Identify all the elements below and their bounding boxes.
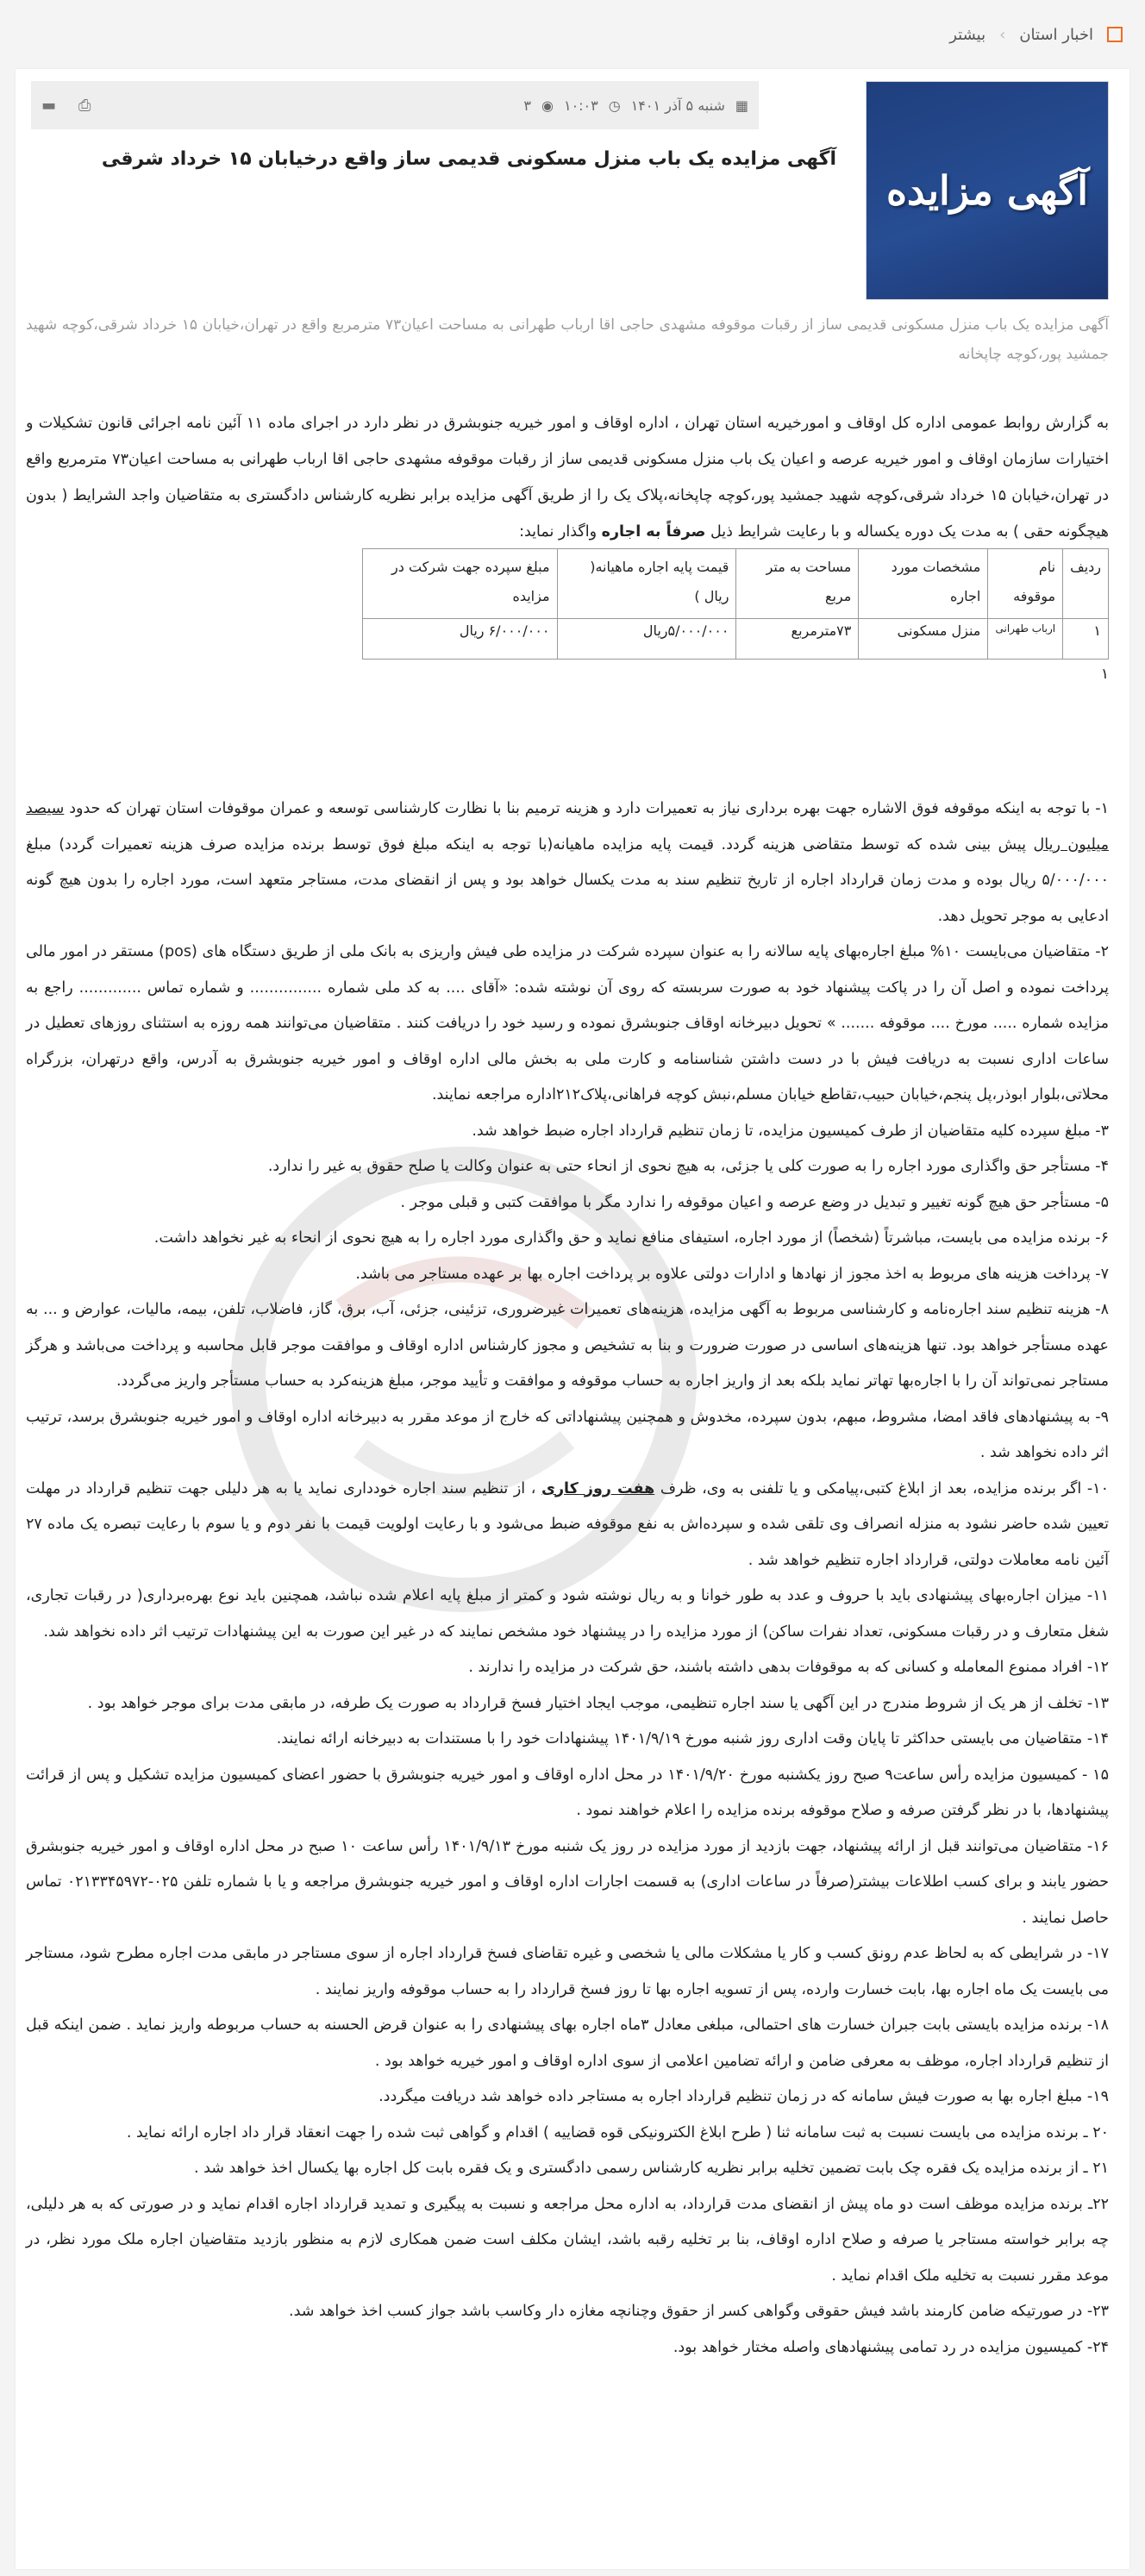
section-square-icon — [1107, 27, 1123, 42]
condition-item — [26, 1650, 1109, 1686]
condition-item — [26, 1292, 1109, 1400]
condition-text: ۱۴- متقاضیان می بایستی حداکثر تا پایان وقت اداری روز شنبه مورخ ۱۴۰۱/۹/۱۹ پیشنهادات خود را با مستندات به دبیرخانه ارائه نمایند. — [276, 1730, 1109, 1748]
condition-item — [26, 1257, 1109, 1293]
condition-item — [26, 1114, 1109, 1150]
th-deposit: مبلغ سپرده جهت شرکت در مزایده — [363, 549, 558, 619]
condition-text: ۲۱ ـ از برنده مزایده یک فقره چک بابت تضمین تخلیه برابر نظریه کارشناس رسمی دادگستری و یک فقره بابت کل اجاره بها یکسال اخذ خواهد شد . — [193, 2160, 1109, 2177]
table-header-row — [363, 549, 1109, 619]
condition-text: ۹- به پیشنهادهای فاقد امضا، مشروط، مبهم، بدون سپرده، مخدوش و همچنین پیشنهاداتی که خارج از موعد مقرر به دبیرخانه اداره اوقاف و امور خیریه جنوبشرق برسد، ترتیب اثر داده نخواهد شد . — [26, 1408, 1109, 1461]
auction-conditions — [26, 791, 1109, 2366]
hero-text: آگهی مزایده — [885, 167, 1089, 214]
article-date: شنبه ۵ آذر ۱۴۰۱ — [630, 97, 725, 114]
breadcrumb-section[interactable]: اخبار استان — [1019, 25, 1093, 44]
condition-text: ۶- برنده مزایده می بایست، مباشرتاً (شخصاً) از مورد اجاره، استیفای منافع نماید و حق واگذاری مورد اجاره را به هیچ نحوی از انحاء به غیر نخواهد داشت. — [153, 1229, 1109, 1247]
condition-item — [26, 1579, 1109, 1650]
condition-item — [26, 2187, 1109, 2295]
condition-item — [26, 1722, 1109, 1758]
condition-item — [26, 1185, 1109, 1222]
article-time: ۱۰:۰۳ — [563, 97, 598, 114]
calendar-icon: ▦ — [735, 97, 748, 114]
meta-actions — [41, 97, 91, 115]
th-spec: مشخصات مورد اجاره — [859, 549, 988, 619]
intro-tail: واگذار نماید: — [519, 523, 598, 541]
article-lead: آگهی مزایده یک باب منزل مسکونی قدیمی ساز از رقبات موقوفه مشهدی حاجی اقا ارباب طهرانی به مساحت اعیان۷۳ مترمربع واقع در تهران،خیابان ۱۵ خرداد شرقی،کوچه شهید جمشید پور،کوچه چاپخانه — [26, 316, 1109, 363]
folder-icon[interactable]: ▬ — [41, 96, 57, 115]
cell-area: ۷۳مترمربع — [736, 619, 859, 660]
condition-text-cont: پیش بینی شده که توسط متقاضی هزینه گردد. قیمت پایه مزایده ماهیانه(با توجه به اینکه مبلغ فوق توسط برنده مزایده صرف هزینه تعمیرات گردد) مبلغ ۵/۰۰۰/۰۰۰ ریال بوده و مدت زمان قرارداد اجاره از تاریخ تنظیم سند به مدت یکسال خواهد بود و پس از انقضای مدت، مستاجر متعهد است، مورد اجاره را بدون هیچ گونه ادعایی به موجر تحویل دهد. — [26, 835, 1109, 925]
condition-text: ۲- متقاضیان می‌بایست ۱۰% مبلغ اجاره‌بهای پایه سالانه را به عنوان سپرده شرکت در مزایده طی فیش واریزی به بانک ملی از طریق دستگاه های (pos) مستقر در امور مالی پرداخت نموده و اصل آن را در پاکت پیشنهاد خود به صورت سربسته که روی آن نوشته شده: «آقای .... به کد ملی شماره ............... و شماره تماس ............. راجع به مزایده شماره ..... مورخ .... موقوفه ....... » تحویل دبیرخانه اوقاف جنوبشرق نموده و رسید خود را دریافت کنند . متقاضیان می‌توانند همه روزه به استثنای روزهای تعطیل در ساعات اداری نسبت به دریافت فیش با در دست داشتن شناسنامه و کارت ملی به بخش مالی اداره اوقاف و امور خیریه جنوبشرق به آدرس، واقع درتهران، بزرگراه محلاتی،بلوار ابوذر،پل پنجم،خیابان حبیب،تقاطع خیابان مسلم،نبش کوچه فراهانی،پلاک۲۱۲اداره مراجعه نمایند. — [26, 943, 1110, 1104]
condition-item — [26, 2294, 1109, 2330]
table-row — [363, 619, 1109, 660]
intro-bold: صرفاً به اجاره — [601, 523, 706, 541]
condition-item — [26, 1686, 1109, 1723]
clock-icon: ◷ — [608, 97, 621, 114]
condition-text: ۴- مستأجر حق واگذاری مورد اجاره را به صورت کلی یا جزئی، به هیچ نحوی از انحاء حتی به عنوان وکالت یا صلح حقوق به غیر را ندارد. — [267, 1158, 1109, 1175]
view-count: ۳ — [523, 97, 531, 114]
cell-deposit: ۶/۰۰۰/۰۰۰ ریال — [363, 619, 558, 660]
condition-text: ۱۰- اگر برنده مزایده، بعد از ابلاغ کتبی،پیامکی و یا تلفنی به وی، ظرف — [660, 1479, 1109, 1497]
after-table-number: ۱ — [1100, 666, 1109, 683]
cell-base-price: ۵/۰۰۰/۰۰۰ریال — [557, 619, 736, 660]
article-meta-bar — [31, 81, 759, 129]
page-title: آگهی مزایده یک باب منزل مسکونی قدیمی ساز واقع درخیابان ۱۵ خرداد شرقی — [101, 148, 836, 170]
th-base-price: قیمت پایه اجاره ماهیانه( ریال ) — [557, 549, 736, 619]
condition-item — [26, 2151, 1109, 2187]
hero-image — [866, 81, 1109, 300]
condition-item — [26, 935, 1109, 1114]
condition-item — [26, 1472, 1109, 1579]
condition-text: ۷- پرداخت هزینه های مربوط به اخذ مجوز از نهادها و ادارات دولتی علاوه بر پرداخت اجاره بها بر عهده مستاجر می باشد. — [355, 1265, 1109, 1283]
condition-item — [26, 1936, 1109, 2008]
condition-text: ۱۱- میزان اجاره‌بهای پیشنهادی باید با حروف و عدد به طور خوانا و به ریال نوشته شود و کمتر از مبلغ پایه اعلام شده نباشد، همچنین باید نوع بهره‌برداری( در رقبات تجاری، شغل متعارف و در رقبات مسکونی، تعداد نفرات ساکن) از مورد مزایده را در پیشنهاد خود مشخص نمایند که در غیر این صورت به این پیشنهادات ترتیب اثر داده نخواهد شد. — [26, 1587, 1109, 1641]
breadcrumb — [0, 0, 1145, 69]
print-icon[interactable]: ⎙ — [78, 96, 91, 115]
th-area: مساحت به متر مربع — [736, 549, 859, 619]
auction-table — [362, 548, 1109, 660]
condition-text: ۱- با توجه به اینکه موقوفه فوق الاشاره جهت بهره برداری نیاز به تعمیرات دارد و هزینه ترمیم بنا با نظارت کارشناسی توسعه و عمران موقوفات استان تهران که حدود — [69, 800, 1109, 817]
condition-text: ۸- هزینه تنظیم سند اجاره‌نامه و کارشناسی مربوط به آگهی مزایده، هزینه‌های تعمیرات غیرضروری، تزئینی، جزئی، آب، برق، گاز، فاضلاب، تلفن، بیمه، مالیات، عوارض و ... به عهده مستأجر خواهد بود. تنها هزینه‌های اساسی در صورت ضرورت و بنا به تشخیص و مجوز کارشناس اداره اوقاف و موافقت موجر قابل محاسبه و پرداخت می‌باشد و هرگز مستاجر نمی‌تواند آن را با اجاره‌بها تهاتر نماید بلکه بعد از واریز اجاره به حساب موقوفه و موافقت و تأیید موجر، مبلغ هزینه‌کرد به حساب مستأجر واریز می‌گردد. — [26, 1301, 1109, 1390]
condition-underlined: هفت روز کاری — [541, 1479, 655, 1497]
condition-text: ۲۲ـ برنده مزایده موظف است دو ماه پیش از انقضای مدت قرارداد، به اداره محل مراجعه و نسبت به پیگیری و تمدید قرارداد اجاره اقدام نماید و در صورتی که به هر دلیلی، چه برابر خواسته مستاجر یا صرفه و صلاح اداره اوقاف، بنا بر تخلیه رقبه باشد، ایشان مکلف است ضمن همکاری لازم به منظور بازدید متقاضیان اجاره ملک مورد نظر، در موعد مقرر نسبت به تخلیه ملک اقدام نماید . — [26, 2195, 1109, 2285]
chevron-left-icon: › — [999, 25, 1006, 44]
condition-item — [26, 1221, 1109, 1257]
eye-icon: ◉ — [541, 97, 554, 114]
condition-text: ۵- مستأجر حق هیچ گونه تغییر و تبدیل در وضع عرصه و اعیان موقوفه را ندارد مگر با موافقت کتبی و قبلی موجر . — [400, 1193, 1109, 1211]
condition-item — [26, 1400, 1109, 1472]
condition-text-cont: ، از تنظیم سند اجاره خودداری نماید یا به هر دلیلی جهت تنظیم قرارداد در مهلت تعیین شده حاضر نشود به منزله انصراف وی تلقی شده و سپرده‌اش به نفع موقوفه ضبط می‌شود و با رعایت اولویت قیمت با نفر دوم و یا سوم با رعایت تبصره یک ماده ۲۷ آئین نامه معاملات دولتی، قرارداد اجاره تنظیم خواهد شد . — [26, 1479, 1109, 1569]
condition-text: ۱۷- در شرایطی که به لحاظ عدم رونق کسب و کار یا مشکلات مالی یا شخصی و غیره تقاضای فسخ قرارداد اجاره از سوی مستاجر در مابقی مدت اجاره مطرح شود، مستاجر می بایست یک ماه اجاره بها، بابت خسارت وارده، پس از تسویه اجاره بها تا روز فسخ قرارداد را به حساب موقوفه واریز نمایند . — [26, 1945, 1109, 1998]
cell-endowment: ارباب طهرانی — [988, 619, 1063, 660]
condition-item — [26, 2079, 1109, 2116]
condition-text: ۱۸- برنده مزایده بایستی بابت جبران خسارت های احتمالی، مبلغی معادل ۳ماه اجاره بهای پیشنهادی را به عنوان قرض الحسنه به حساب مربوطه واریز نماید . ضمن اینکه قبل از تنظیم قرارداد اجاره، موظف به معرفی ضامن و ارائه تضامین اعلامی از سوی اداره اوقاف و امور خیریه خواهد بود . — [26, 2016, 1109, 2070]
condition-text: ۱۶- متقاضیان می‌توانند قبل از ارائه پیشنهاد، جهت بازدید از مورد مزایده در روز یک شنبه مورخ ۱۴۰۱/۹/۱۳ رأس ساعت ۱۰ صبح در محل اداره اوقاف و امور خیریه جنوبشرق حضور یابند و برای کسب اطلاعات بیشتر(صرفاً در ساعات اداری) به قسمت اجارات اداره اوقاف و امور خیریه جنوبشرق مراجعه و یا با شماره تلفن ۰۲۵-۰۲۱۳۳۴۵۹۷۲ تماس حاصل نمایند . — [26, 1837, 1110, 1927]
cell-row: ۱ — [1063, 619, 1109, 660]
article-card — [16, 69, 1129, 2569]
condition-item — [26, 2116, 1109, 2152]
condition-item — [26, 2330, 1109, 2367]
condition-text: ۲۳- در صورتیکه ضامن کارمند باشد فیش حقوقی وگواهی کسر از حقوق وچنانچه مغازه دار وکاسب باشد جواز کسب اخذ خواهد شد. — [289, 2303, 1109, 2320]
condition-text: ۲۰ ـ برنده مزایده می بایست نسبت به ثبت سامانه ثنا ( طرح ابلاغ الکترونیکی قوه قضاییه ) اقدام و گواهی ثبت شده را جهت انعقاد قرار داد اجاره ارائه نماید . — [126, 2123, 1109, 2141]
condition-text: ۲۴- کمیسیون مزایده در رد تمامی پیشنهادهای واصله مختار خواهد بود. — [673, 2338, 1109, 2356]
condition-text: ۱۵ - کمیسیون مزایده رأس ساعت۹ صبح روز یکشنبه مورخ ۱۴۰۱/۹/۲۰ در محل اداره اوقاف و امور خیریه جنوبشرق با حضور اعضای کمیسیون مزایده تشکیل و پس از قرائت پیشنهادها، با در نظر گرفتن صرفه و صلاح موقوفه برنده مزایده را اعلام خواهند نمود . — [26, 1766, 1109, 1819]
condition-item — [26, 1758, 1109, 1829]
th-endowment: نام موقوفه — [988, 549, 1063, 619]
condition-item — [26, 791, 1109, 935]
condition-item — [26, 1829, 1109, 1937]
breadcrumb-more[interactable]: بیشتر — [949, 25, 986, 44]
th-row: ردیف — [1063, 549, 1109, 619]
article-intro — [26, 405, 1109, 550]
condition-item — [26, 2008, 1109, 2079]
condition-text: ۳- مبلغ سپرده کلیه متقاضیان از طرف کمیسیون مزایده، تا زمان تنظیم قرارداد اجاره ضبط خواهد شد. — [472, 1122, 1109, 1140]
intro-text: به گزارش روابط عمومی اداره کل اوقاف و امورخیریه استان تهران ، اداره اوقاف و امور خیریه جنوبشرق در نظر دارد در اجرای ماده ۱۱ آئین نامه اجرائی قانون تشکیلات و اختیارات سازمان اوقاف و امور خیریه عرصه و اعیان یک باب منزل مسکونی قدیمی ساز از رقبات موقوفه مشهدی حاجی اقا ارباب طهرانی به مساحت اعیان۷۳ مترمربع واقع در تهران،خیابان ۱۵ خرداد شرقی،کوچه شهید جمشید پور،کوچه چاپخانه،پلاک یک را از طریق آگهی مزایده برابر نظریه کارشناس دادگستری به متقاضیان واجد الشرایط ( بدون هیچگونه حقی ) به مدت یک دوره یکساله و با رعایت شرایط ذیل — [26, 415, 1109, 541]
condition-underlined: سیصد میلیون ریال — [26, 800, 1109, 853]
condition-text: ۱۹- مبلغ اجاره بها به صورت فیش سامانه که در زمان تنظیم قرارداد اجاره به مستاجر داده خواهد شد دریافت میگردد. — [379, 2088, 1109, 2105]
condition-text: ۱۲- افراد ممنوع المعامله و کسانی که به موقوفات بدهی داشته باشند، حق شرکت در مزایده را ندارند . — [468, 1659, 1109, 1676]
condition-text: ۱۳- تخلف از هر یک از شروط مندرج در این آگهی یا سند اجاره تنظیمی، موجب ایجاد اختیار فسخ قرارداد به صورت یک طرفه، در مابقی مدت برای موجر خواهد بود . — [87, 1694, 1109, 1712]
cell-spec: منزل مسکونی — [859, 619, 988, 660]
condition-item — [26, 1149, 1109, 1185]
